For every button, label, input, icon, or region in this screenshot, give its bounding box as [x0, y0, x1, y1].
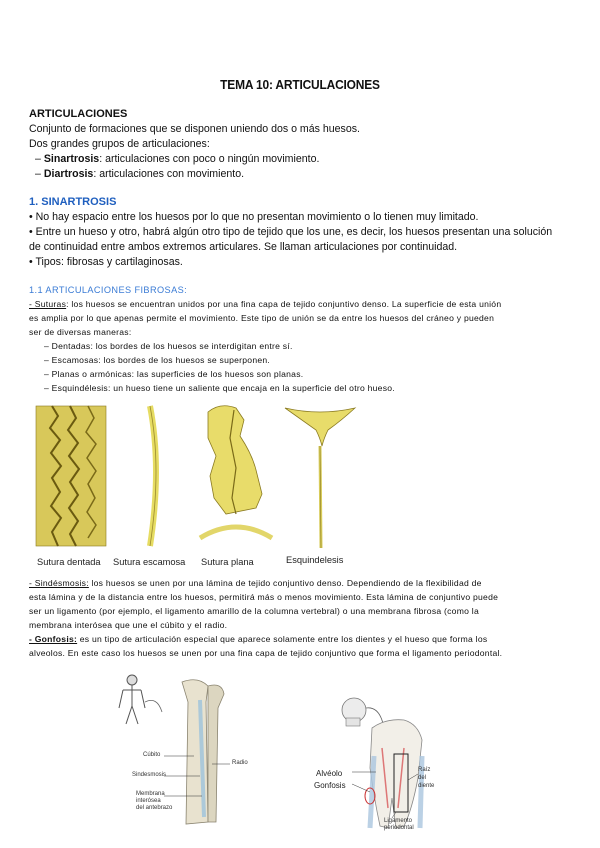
- sinartrosis-heading: 1. SINARTROSIS: [29, 196, 117, 208]
- label-cubito: Cúbito: [143, 752, 161, 758]
- sindesmosis-line-2: esta lámina y de la distancia entre los huesos, permitirá más o menos movimiento. Esta lámina de conjuntivo puede: [29, 592, 499, 602]
- page-title: TEMA 10: ARTICULACIONES: [220, 77, 380, 92]
- sutura-type-escamosas: – Escamosas: los bordes de los huesos se superponen.: [44, 355, 271, 365]
- label-del-antebrazo: del antebrazo: [136, 805, 173, 811]
- caption-sutura-escamosa: Sutura escamosa: [113, 557, 186, 567]
- label-ligamento: Ligamento: [384, 818, 413, 824]
- sindesmosis-line-3: ser un ligamento (por ejemplo, el ligamento amarillo de la columna vertebral) o una membrana fibrosa (como la: [29, 606, 479, 616]
- intro-item-diartrosis: – Diartrosis: articulaciones con movimiento.: [35, 168, 245, 180]
- caption-sutura-dentada: Sutura dentada: [37, 557, 101, 567]
- sinartrosis-bullet-2-cont: de continuidad entre ambos extremos articulares. Se llaman articulaciones por continuidad.: [29, 241, 458, 253]
- sindesmosis-line-4: membrana interósea que une el cúbito y el radio.: [29, 620, 228, 630]
- sindesmosis-line-1: - Sindésmosis: los huesos se unen por una lámina de tejido conjuntivo denso. Dependiendo de la flexibilidad de: [29, 578, 482, 588]
- sutura-plana-illustration: [200, 406, 272, 538]
- sutura-type-dentadas: – Dentadas: los bordes de los huesos se interdigitan entre sí.: [44, 341, 293, 351]
- label-del: del: [418, 775, 427, 781]
- label-diente: diente: [418, 783, 435, 789]
- label-raiz: Raíz: [418, 767, 431, 773]
- suturas-line-3: ser de diversas maneras:: [29, 327, 132, 337]
- label-membrana: Membrana: [136, 791, 165, 797]
- caption-esquindelesis: Esquindelesis: [286, 555, 344, 565]
- caption-sutura-plana: Sutura plana: [201, 557, 254, 567]
- fibrosas-heading: 1.1 ARTICULACIONES FIBROSAS:: [29, 285, 188, 295]
- sutura-type-esquindelesis: – Esquindélesis: un hueso tiene un saliente que encaja en la superficie del otro hueso.: [44, 383, 395, 393]
- sutura-illustrations: [30, 398, 380, 558]
- sinartrosis-bullet-2: • Entre un hueso y otro, habrá algún otro tipo de tejido que los une, es decir, los huesos presentan una solución: [29, 226, 553, 238]
- sindesmosis-figure: [112, 672, 262, 837]
- gonfosis-line-2: alveolos. En este caso los huesos se unen por una fina capa de tejido conjuntivo que forma el ligamento periodontal.: [29, 648, 503, 658]
- suturas-line-2: es amplia por lo que apenas permite el movimiento. Este tipo de unión se da entre los huesos del cráneo y pueden: [29, 313, 495, 323]
- gonfosis-line-1: - Gonfosis: es un tipo de articulación especial que aparece solamente entre los dientes y el hueso que forma los: [29, 634, 488, 644]
- sinartrosis-bullet-1: • No hay espacio entre los huesos por lo que no presentan movimiento o lo tienen muy limitado.: [29, 211, 479, 223]
- sutura-dentada-illustration: [36, 406, 106, 546]
- label-periodontal: periodontal: [384, 825, 414, 831]
- sutura-type-planas: – Planas o armónicas: las superficies de los huesos son planas.: [44, 369, 304, 379]
- label-radio: Radio: [232, 760, 248, 766]
- intro-heading: ARTICULACIONES: [29, 108, 128, 120]
- intro-item-sinartrosis: – Sinartrosis: articulaciones con poco o ningún movimiento.: [35, 153, 320, 165]
- label-alveolo: Alvéolo: [316, 769, 343, 778]
- skeleton-icon: [119, 675, 145, 724]
- intro-line-2: Dos grandes grupos de articulaciones:: [29, 138, 210, 150]
- label-gonfosis: Gonfosis: [314, 781, 346, 790]
- label-sindesmosis: Sindesmosis: [132, 772, 167, 778]
- gonfosis-figure: [300, 688, 450, 838]
- intro-line-1: Conjunto de formaciones que se disponen uniendo dos o más huesos.: [29, 123, 360, 135]
- sinartrosis-bullet-3: • Tipos: fibrosas y cartilaginosas.: [29, 256, 183, 268]
- sutura-escamosa-illustration: [150, 406, 156, 546]
- label-interosea: interósea: [136, 798, 161, 804]
- suturas-line-1: - Suturas: los huesos se encuentran unidos por una fina capa de tejido conjuntivo denso. La superficie de esta unión: [29, 299, 502, 309]
- skull-icon: [342, 698, 366, 726]
- esquindelesis-illustration: [285, 408, 355, 548]
